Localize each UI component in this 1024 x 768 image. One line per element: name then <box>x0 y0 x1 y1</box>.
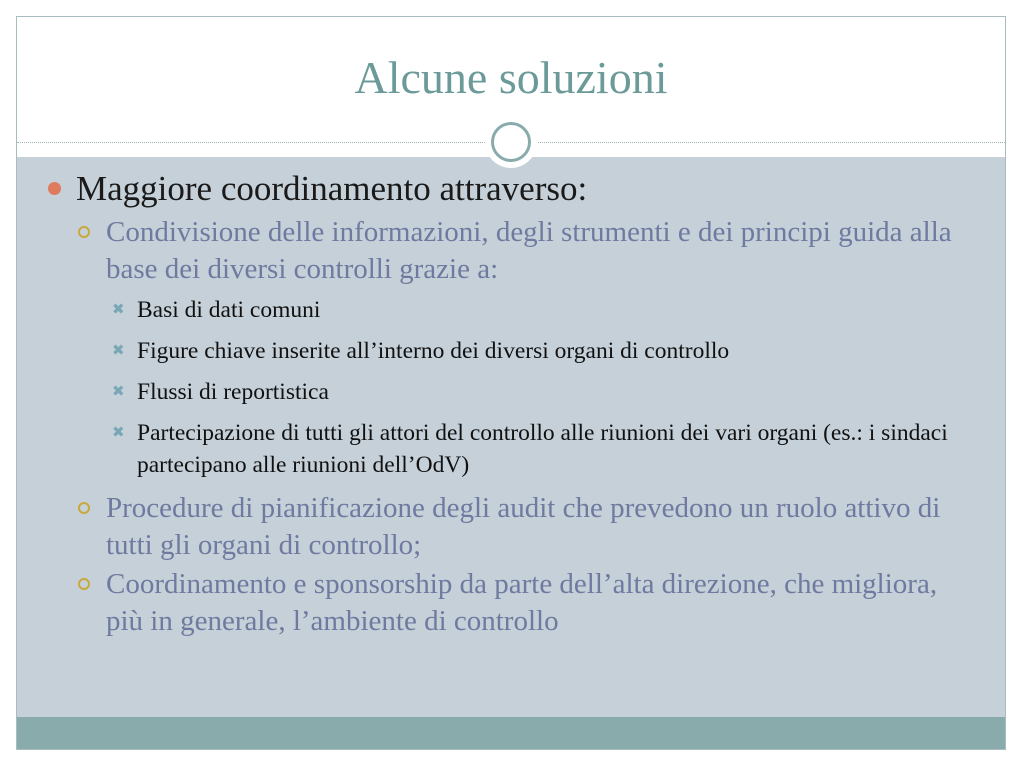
bullet-level2-text: Coordinamento e sponsorship da parte dell’alta direzione, che migliora, più in generale, l’ambiente di controllo <box>106 568 938 637</box>
bullet-level1 <box>44 168 974 210</box>
bullet-level3 <box>44 376 974 408</box>
bullet-level3 <box>44 294 974 326</box>
footer-band <box>17 717 1005 750</box>
hollow-circle-bullet-icon <box>78 578 90 590</box>
slide-title: Alcune soluzioni <box>354 52 668 103</box>
bullet-level3-list <box>44 294 974 481</box>
bullet-level3-text: Flussi di reportistica <box>137 379 329 405</box>
cross-bullet-icon: ✖ <box>112 302 125 318</box>
bullet-level2 <box>44 214 974 288</box>
bullet-level3-text: Partecipazione di tutti gli attori del controllo alle riunioni dei vari organi (es.: i sindaci partecipano alle riunioni dell’OdV) <box>137 420 948 478</box>
ring-ornament-icon <box>485 116 537 168</box>
bullet-level2 <box>44 490 974 564</box>
cross-bullet-icon: ✖ <box>112 425 125 441</box>
slide-body <box>44 168 974 642</box>
hollow-circle-bullet-icon <box>78 226 90 238</box>
bullet-level2-text: Procedure di pianificazione degli audit che prevedono un ruolo attivo di tutti gli organi di controllo; <box>106 492 941 561</box>
bullet-level1-text: Maggiore coordinamento attraverso: <box>76 169 588 208</box>
cross-bullet-icon: ✖ <box>112 343 125 359</box>
bullet-level3-text: Basi di dati comuni <box>137 297 321 323</box>
filled-circle-bullet-icon <box>48 182 61 195</box>
bullet-level2-text: Condivisione delle informazioni, degli strumenti e dei principi guida alla base dei diversi controlli grazie a: <box>106 216 952 285</box>
ring-ornament-inner <box>491 122 531 162</box>
bullet-level2 <box>44 566 974 640</box>
cross-bullet-icon: ✖ <box>112 384 125 400</box>
hollow-circle-bullet-icon <box>78 502 90 514</box>
bullet-level3 <box>44 335 974 367</box>
bullet-level3 <box>44 417 974 481</box>
bullet-level3-text: Figure chiave inserite all’interno dei diversi organi di controllo <box>137 338 730 364</box>
